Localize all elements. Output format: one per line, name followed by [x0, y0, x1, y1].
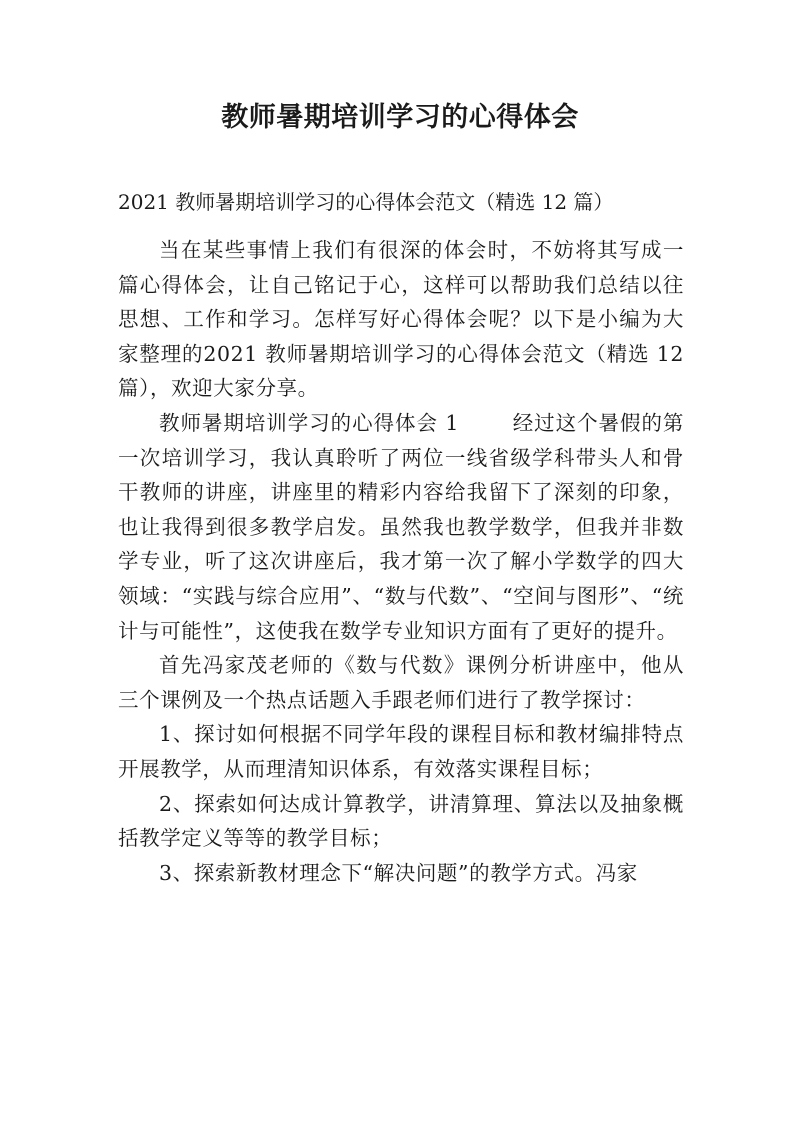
paragraph-3: 首先冯家茂老师的《数与代数》课例分析讲座中，他从三个课例及一个热点话题入手跟老师们进行了教学探讨： [118, 653, 684, 712]
document-body [118, 233, 684, 890]
section-1-heading: 教师暑期培训学习的心得体会 1 [159, 410, 460, 435]
intro-paragraph: 当在某些事情上我们有很深的体会时，不妨将其写成一篇心得体会，让自己铭记于心，这样可以帮助我们总结以往思想、工作和学习。怎样写好心得体会呢？以下是小编为大家整理的2021 教师暑期培训学习的心得体会范文（精选 12 篇），欢迎大家分享。 [118, 238, 684, 401]
list-item-2: 2、探索如何达成计算教学，讲清算理、算法以及抽象概括教学定义等等的教学目标； [118, 791, 684, 851]
list-item-1: 1、探讨如何根据不同学年段的课程目标和教材编排特点开展教学，从而理清知识体系，有效落实课程目标； [118, 722, 684, 781]
section-1-paragraph [118, 406, 684, 648]
section-1-body: 经过这个暑假的第一次培训学习，我认真聆听了两位一线省级学科带头人和骨干教师的讲座，讲座里的精彩内容给我留下了深刻的印象，也让我得到很多教学启发。虽然我也教学数学，但我并非数学专业，听了这次讲座后，我才第一次了解小学数学的四大领域：“实践与综合应用”、“数与代数”、“空间与图形”、“统计与可能性”，这使我在数学专业知识方面有了更好的提升。 [118, 410, 684, 643]
document-title: 教师暑期培训学习的心得体会 [221, 102, 579, 133]
list-item-3: 3、探索新教材理念下“解决问题”的教学方式。冯家 [159, 860, 638, 885]
document-subtitle: 2021 教师暑期培训学习的心得体会范文（精选 12 篇） [118, 190, 614, 214]
